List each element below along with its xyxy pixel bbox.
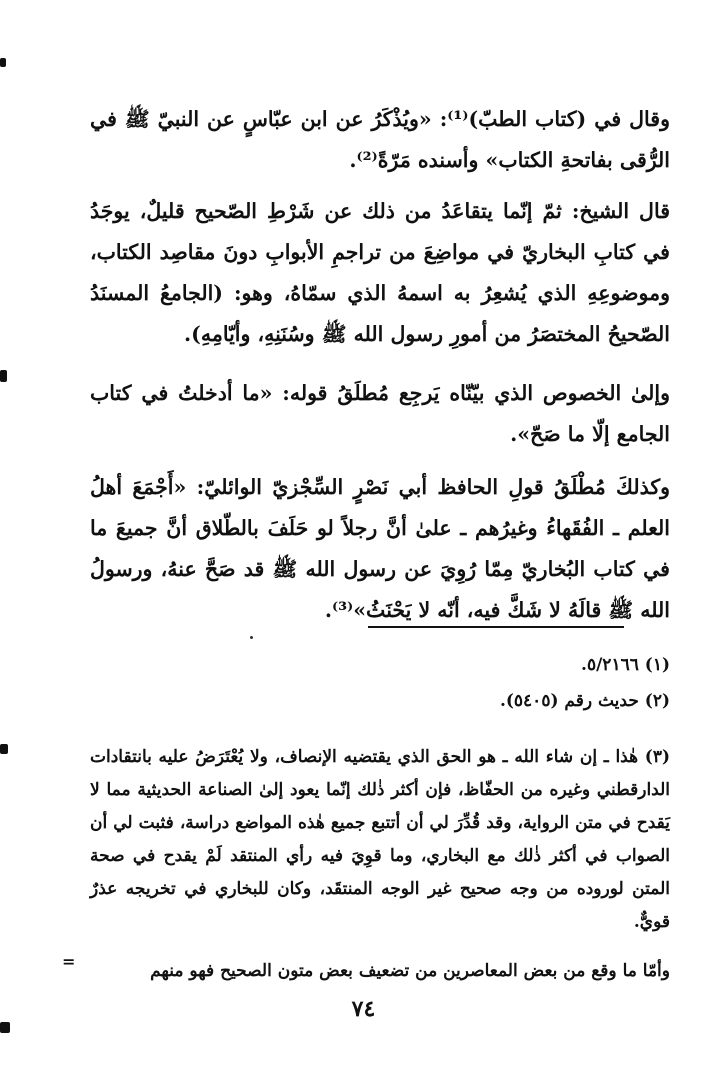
scan-mark — [0, 1022, 10, 1033]
paragraph-specificity: وإلىٰ الخصوص الذي بيّنّاه يَرجِع مُطلَقُ قوله: «ما أدخلتُ في كتاب الجامع إلّا ما صَحّ». — [90, 380, 670, 446]
scan-speck — [250, 636, 253, 639]
footnote-divider — [368, 626, 624, 628]
footnote-continuation: وأمّا ما وقع من بعض المعاصرين من تضعيف بعض متون الصحيح فهو منهم — [150, 961, 670, 981]
scan-mark — [0, 744, 8, 754]
paragraph-sheikh-statement: قال الشيخ: ثمّ إنّما يتقاعَدُ من ذلك عن شَرْطِ الصّحيح قليلٌ، يوجَدُ في كتابِ البخاريّ في مواضِعَ من تراجمِ الأبوابِ دونَ مقاصِد الكتاب، وموضوعِهِ الذي يُشعِرُ به اسمهُ الذي سمّاهُ، وهو: (الجامعُ المسنَدُ الصّحيحُ المختصَرُ من أمورِ رسول الله ﷺ وسُنَنِهِ، وأيّامِهِ). — [90, 198, 670, 346]
continuation-mark: = — [62, 952, 76, 971]
scan-mark — [0, 370, 7, 382]
footnote-2: (٢) حديث رقم (٥٤٠٥). — [499, 691, 670, 711]
paragraph-sijzi-quote: وكذلكَ مُطْلَقُ قولِ الحافظ أبي نَصْرٍ السِّجْزيّ الوائليّ: «أَجْمَعَ أهلُ العلم ـ الفُقَهاءُ وغيرُهم ـ علىٰ أنَّ رجلاً لو حَلَفَ بالطّلاق أنَّ جميعَ ما في كتاب البُخاريّ مِمّا رُوِيَ عن رسول الله ﷺ قد صَحَّ عنهُ، ورسولُ الله ﷺ قالَهُ لا شَكَّ فيه، أنّه لا يَحْنَثُ»⁽³⁾. — [90, 474, 670, 622]
paragraph-kitab-al-tibb: وقال في (كتاب الطبّ)⁽¹⁾: «ويُذْكَرُ عن ابن عبّاسٍ عن النبيّ ﷺ في الرُّقى بفاتحةِ الكتاب» وأسنده مَرّةً⁽²⁾. — [90, 106, 670, 172]
footnote-1: (١) ٥/٢١٦٦. — [581, 655, 670, 675]
page-number: ٧٤ — [351, 996, 376, 1022]
scan-mark — [0, 58, 6, 67]
footnote-3: (٣) هٰذا ـ إن شاء الله ـ هو الحق الذي يقتضيه الإنصاف، ولا يُعْتَرَضُ عليه بانتقادات الدارقطني وغيره من الحفّاظ، فإن أكثر ذٰلك إنّما يعود إلىٰ الصناعة الحديثية مما لا يَقدح في متن الرواية، وقد قُدِّرَ لي أن أتتبع جميع هٰذه المواضع دراسة، فثبت لي أن الصواب في أكثر ذٰلك مع البخاري، وما قوِيَ فيه رأي المنتقد لَمْ يقدح في صحة المتن لوروده من وجه صحيح غير الوجه المنتقَد، وكان للبخاري في تخريجه عذرٌ قويٌّ. — [90, 747, 670, 932]
